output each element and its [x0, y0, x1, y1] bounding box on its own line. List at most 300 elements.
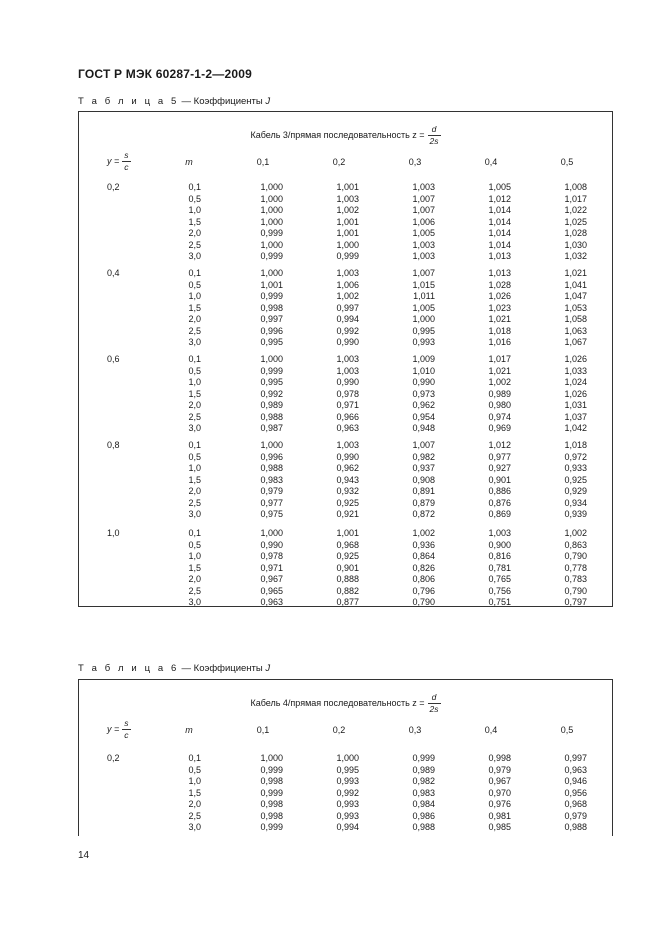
- table-cell: 1,000: [412, 314, 435, 324]
- table-cell: 1,000: [260, 182, 283, 192]
- table-cell: 0,999: [260, 228, 283, 238]
- table5-col-c5: [543, 440, 587, 521]
- table6-caption-prefix: Т а б л и ц а 6: [78, 663, 179, 674]
- table-cell: 1,063: [564, 325, 587, 336]
- table-cell: 0,921: [336, 509, 359, 519]
- table-cell: 1,028: [488, 279, 511, 290]
- table6-col-header-3: 0,3: [408, 725, 422, 735]
- table5-col-m: [169, 268, 201, 349]
- table-cell: 0,982: [412, 451, 435, 462]
- table-cell: 0,996: [260, 325, 283, 336]
- table-cell: 0,999: [260, 251, 283, 261]
- table-cell: 0,999: [260, 787, 283, 798]
- table-cell: 0,981: [488, 810, 511, 821]
- table-cell: 0,968: [564, 799, 587, 809]
- table-cell: 0,826: [412, 562, 435, 573]
- table-cell: 0,983: [260, 474, 283, 485]
- table-cell: 0,982: [412, 776, 435, 786]
- table-cell: 1,026: [564, 354, 587, 364]
- table-cell: 1,006: [336, 279, 359, 290]
- table5-y-num: s: [124, 150, 129, 160]
- table-cell: 0,967: [488, 776, 511, 786]
- table-cell: 0,963: [260, 597, 283, 607]
- table-cell: 1,0: [188, 463, 201, 473]
- table-cell: 1,0: [188, 551, 201, 561]
- table5-group-y-value: 0,8: [107, 440, 120, 450]
- table-cell: 0,992: [336, 787, 359, 798]
- table-cell: 0,943: [336, 474, 359, 485]
- table5-col-m: [169, 182, 201, 263]
- table-cell: 0,5: [188, 193, 201, 204]
- table-cell: 3,0: [188, 251, 201, 261]
- table-cell: 0,901: [488, 474, 511, 485]
- table-cell: 1,032: [564, 251, 587, 261]
- table-cell: 0,869: [488, 509, 511, 519]
- table-cell: 2,0: [188, 228, 201, 238]
- table5-col-header-1: 0,1: [256, 157, 270, 167]
- table-cell: 1,001: [336, 228, 359, 238]
- table5-caption-dash: — Коэффициенты: [178, 96, 266, 107]
- table6-col-c2: [315, 753, 359, 834]
- table-cell: 0,790: [564, 551, 587, 561]
- table-cell: 1,003: [336, 268, 359, 278]
- table-cell: 0,934: [564, 497, 587, 508]
- table5-col-c5: [543, 268, 587, 349]
- table-cell: 1,016: [488, 337, 511, 347]
- table5-head-text: Кабель 3/прямая последовательность z =: [250, 129, 425, 140]
- table-cell: 1,022: [564, 205, 587, 215]
- table5-group-y-value: 0,2: [107, 182, 120, 192]
- table-cell: 0,956: [564, 787, 587, 798]
- table5-group-y-value: 1,0: [107, 528, 120, 538]
- table-cell: 0,998: [260, 776, 283, 786]
- table-cell: 0,796: [412, 585, 435, 596]
- table-cell: 3,0: [188, 509, 201, 519]
- table-cell: 0,863: [564, 539, 587, 550]
- table-cell: 0,939: [564, 509, 587, 519]
- table-cell: 2,5: [188, 810, 201, 821]
- table-cell: 1,014: [488, 216, 511, 227]
- table5-y-label-text: y =: [107, 155, 120, 166]
- table-cell: 1,026: [488, 291, 511, 301]
- table5-col-c2: [315, 354, 359, 435]
- table-cell: 1,000: [260, 216, 283, 227]
- table5-col-c5: [543, 354, 587, 435]
- table-cell: 1,000: [260, 753, 283, 763]
- table-cell: 0,946: [564, 776, 587, 786]
- table-cell: 0,925: [564, 474, 587, 485]
- table5-col-c3: [391, 354, 435, 435]
- table-cell: 0,977: [260, 497, 283, 508]
- table5-caption-prefix: Т а б л и ц а 5: [78, 96, 179, 107]
- table-cell: 0,994: [336, 314, 359, 324]
- table-cell: 0,927: [488, 463, 511, 473]
- table-cell: 0,971: [260, 562, 283, 573]
- table-cell: 0,908: [412, 474, 435, 485]
- table-cell: 1,005: [488, 182, 511, 192]
- table-cell: 0,980: [488, 400, 511, 410]
- table5-col-c3: [391, 440, 435, 521]
- table5-col-m: [169, 440, 201, 521]
- table5-col-header-m: m: [185, 157, 193, 167]
- table-cell: 0,1: [188, 182, 201, 192]
- table-cell: 1,002: [564, 528, 587, 538]
- table-cell: 1,007: [412, 268, 435, 278]
- table6-frac-num: d: [428, 692, 441, 704]
- table-cell: 0,979: [260, 486, 283, 496]
- table-cell: 0,877: [336, 597, 359, 607]
- table-cell: 1,003: [412, 251, 435, 261]
- table-cell: 1,017: [488, 354, 511, 364]
- table-cell: 0,985: [488, 822, 511, 832]
- table-cell: 0,990: [260, 539, 283, 550]
- table-cell: 0,988: [412, 822, 435, 832]
- table-cell: 0,900: [488, 539, 511, 550]
- table6-col-m: [169, 753, 201, 834]
- table-cell: 0,929: [564, 486, 587, 496]
- table-cell: 1,058: [564, 314, 587, 324]
- table-cell: 1,000: [336, 753, 359, 763]
- table-cell: 0,5: [188, 365, 201, 376]
- table-cell: 0,988: [260, 411, 283, 422]
- table-cell: 1,024: [564, 377, 587, 387]
- table-cell: 0,5: [188, 539, 201, 550]
- table-cell: 0,806: [412, 574, 435, 584]
- table5-col-c4: [467, 354, 511, 435]
- table-cell: 0,972: [564, 451, 587, 462]
- table-cell: 0,998: [260, 799, 283, 809]
- table5-caption-var: J: [265, 96, 271, 107]
- table-cell: 1,007: [412, 440, 435, 450]
- table-cell: 0,992: [336, 325, 359, 336]
- table-cell: 0,979: [564, 810, 587, 821]
- table-cell: 0,925: [336, 497, 359, 508]
- table-cell: 1,005: [412, 302, 435, 313]
- table-cell: 1,5: [188, 216, 201, 227]
- table-cell: 1,047: [564, 291, 587, 301]
- table-cell: 0,948: [412, 423, 435, 433]
- table6-caption: [78, 663, 270, 674]
- table6-col-c1: [239, 753, 283, 834]
- table-cell: 1,018: [488, 325, 511, 336]
- table-cell: 0,5: [188, 451, 201, 462]
- table5-col-header-5: 0,5: [560, 157, 574, 167]
- table-cell: 0,999: [336, 251, 359, 261]
- table-cell: 0,989: [488, 388, 511, 399]
- table-cell: 1,005: [412, 228, 435, 238]
- table-cell: 0,971: [336, 400, 359, 410]
- table-cell: 0,962: [336, 463, 359, 473]
- table-cell: 2,5: [188, 239, 201, 250]
- table-cell: 2,0: [188, 574, 201, 584]
- table5-col-c2: [315, 440, 359, 521]
- table-cell: 1,5: [188, 302, 201, 313]
- table-cell: 0,992: [260, 388, 283, 399]
- table-cell: 1,5: [188, 474, 201, 485]
- table-cell: 0,797: [564, 597, 587, 607]
- table-cell: 1,002: [412, 528, 435, 538]
- table-cell: 0,888: [336, 574, 359, 584]
- table-cell: 0,975: [260, 509, 283, 519]
- table-cell: 2,5: [188, 497, 201, 508]
- table5-col-c1: [239, 528, 283, 609]
- table-cell: 1,030: [564, 239, 587, 250]
- table-cell: 1,003: [336, 354, 359, 364]
- table-cell: 1,025: [564, 216, 587, 227]
- table6-head-text: Кабель 4/прямая последовательность z =: [250, 697, 425, 708]
- table-cell: 1,0: [188, 205, 201, 215]
- table-cell: 1,002: [336, 205, 359, 215]
- table6-y-num: s: [124, 718, 129, 728]
- table6-caption-dash: — Коэффициенты: [178, 663, 266, 674]
- table5-col-header-3: 0,3: [408, 157, 422, 167]
- table-cell: 2,5: [188, 585, 201, 596]
- table-cell: 0,864: [412, 551, 435, 561]
- table-cell: 0,988: [564, 822, 587, 832]
- table-cell: 0,876: [488, 497, 511, 508]
- table-cell: 0,997: [564, 753, 587, 763]
- table6-col-header-2: 0,2: [332, 725, 346, 735]
- table-cell: 0,756: [488, 585, 511, 596]
- table-cell: 1,013: [488, 251, 511, 261]
- table5-col-c1: [239, 440, 283, 521]
- table6-y-label-text: y =: [107, 723, 120, 734]
- table-cell: 1,5: [188, 787, 201, 798]
- table-cell: 0,751: [488, 597, 511, 607]
- table-cell: 0,998: [488, 753, 511, 763]
- table-cell: 0,968: [336, 539, 359, 550]
- table5-group-y-value: 0,6: [107, 354, 120, 364]
- table-cell: 0,978: [336, 388, 359, 399]
- table-cell: 0,937: [412, 463, 435, 473]
- table-cell: 0,925: [336, 551, 359, 561]
- table-cell: 0,965: [260, 585, 283, 596]
- table-cell: 1,001: [336, 216, 359, 227]
- table-cell: 0,886: [488, 486, 511, 496]
- table5-frac-den: 2s: [429, 136, 439, 146]
- table-cell: 1,002: [488, 377, 511, 387]
- table-cell: 0,996: [260, 451, 283, 462]
- table-cell: 0,995: [260, 377, 283, 387]
- table5-col-c4: [467, 528, 511, 609]
- table-cell: 0,974: [488, 411, 511, 422]
- table6-y-den: c: [124, 730, 129, 740]
- table-cell: 1,003: [336, 365, 359, 376]
- table-cell: 0,999: [260, 291, 283, 301]
- table5-col-c4: [467, 182, 511, 263]
- table-cell: 1,013: [488, 268, 511, 278]
- table-cell: 0,998: [260, 810, 283, 821]
- table6-y-fraction: [122, 718, 130, 741]
- table5-col-c3: [391, 182, 435, 263]
- table-cell: 0,976: [488, 799, 511, 809]
- table-cell: 1,000: [260, 528, 283, 538]
- table-cell: 0,765: [488, 574, 511, 584]
- table-cell: 1,5: [188, 562, 201, 573]
- table-cell: 1,003: [412, 239, 435, 250]
- table-cell: 1,0: [188, 776, 201, 786]
- table-cell: 0,973: [412, 388, 435, 399]
- table-cell: 0,990: [336, 337, 359, 347]
- table-cell: 1,018: [564, 440, 587, 450]
- table5-col-m: [169, 354, 201, 435]
- table-cell: 0,999: [260, 764, 283, 775]
- table-cell: 3,0: [188, 597, 201, 607]
- table-cell: 1,012: [488, 440, 511, 450]
- table-cell: 0,781: [488, 562, 511, 573]
- table-cell: 1,042: [564, 423, 587, 433]
- table-cell: 1,007: [412, 205, 435, 215]
- table-cell: 0,988: [260, 463, 283, 473]
- table-cell: 0,783: [564, 574, 587, 584]
- table-cell: 0,1: [188, 268, 201, 278]
- table-cell: 2,0: [188, 400, 201, 410]
- table-cell: 1,5: [188, 388, 201, 399]
- table-cell: 0,5: [188, 279, 201, 290]
- table-cell: 1,014: [488, 228, 511, 238]
- table5-frac-num: d: [428, 124, 441, 136]
- table-cell: 1,017: [564, 193, 587, 204]
- table5-col-c3: [391, 528, 435, 609]
- table5-col-c5: [543, 528, 587, 609]
- table5-col-c1: [239, 268, 283, 349]
- page-number: 14: [78, 850, 90, 861]
- table6: [78, 679, 613, 836]
- table-cell: 1,012: [488, 193, 511, 204]
- table6-col-c3: [391, 753, 435, 834]
- table-cell: 0,989: [412, 764, 435, 775]
- table-cell: 0,995: [336, 764, 359, 775]
- table5-caption: [78, 96, 270, 107]
- table-cell: 1,053: [564, 302, 587, 313]
- table-cell: 0,993: [336, 810, 359, 821]
- table-cell: 1,021: [564, 268, 587, 278]
- table-cell: 1,009: [412, 354, 435, 364]
- table5-y-den: c: [124, 162, 129, 172]
- table-cell: 1,067: [564, 337, 587, 347]
- table6-head-title: [79, 692, 612, 715]
- table6-head-fraction: [428, 692, 441, 715]
- table6-group-y-value: 0,2: [107, 753, 120, 763]
- table6-frac-den: 2s: [429, 704, 439, 714]
- table-cell: 1,0: [188, 377, 201, 387]
- table6-col-header-1: 0,1: [256, 725, 270, 735]
- table-cell: 1,001: [336, 182, 359, 192]
- table-cell: 1,014: [488, 205, 511, 215]
- table-cell: 2,0: [188, 799, 201, 809]
- table5-head-title: [79, 124, 612, 147]
- table-cell: 2,0: [188, 314, 201, 324]
- table-cell: 1,041: [564, 279, 587, 290]
- table-cell: 1,010: [412, 365, 435, 376]
- table-cell: 1,006: [412, 216, 435, 227]
- table-cell: 0,954: [412, 411, 435, 422]
- table-cell: 0,963: [336, 423, 359, 433]
- table5-col-c1: [239, 182, 283, 263]
- table-cell: 0,997: [336, 302, 359, 313]
- table-cell: 2,0: [188, 486, 201, 496]
- table-cell: 0,995: [412, 325, 435, 336]
- table-cell: 0,879: [412, 497, 435, 508]
- table-cell: 1,021: [488, 365, 511, 376]
- table-cell: 0,882: [336, 585, 359, 596]
- table-cell: 1,015: [412, 279, 435, 290]
- table-cell: 1,011: [413, 291, 435, 301]
- table5-y-fraction: [122, 150, 130, 173]
- table-cell: 0,979: [488, 764, 511, 775]
- table-cell: 0,1: [188, 354, 201, 364]
- table-cell: 0,989: [260, 400, 283, 410]
- table-cell: 1,031: [564, 400, 587, 410]
- table-cell: 0,993: [412, 337, 435, 347]
- table-cell: 0,993: [336, 799, 359, 809]
- table-cell: 0,998: [260, 302, 283, 313]
- table5-col-c4: [467, 440, 511, 521]
- table5-col-c2: [315, 268, 359, 349]
- table-cell: 3,0: [188, 337, 201, 347]
- table-cell: 0,963: [564, 764, 587, 775]
- table-cell: 0,990: [336, 451, 359, 462]
- table-cell: 0,936: [412, 539, 435, 550]
- table-cell: 1,003: [488, 528, 511, 538]
- table-cell: 0,966: [336, 411, 359, 422]
- table-cell: 1,003: [336, 193, 359, 204]
- table-cell: 1,000: [260, 440, 283, 450]
- table-cell: 1,000: [260, 354, 283, 364]
- table5-col-header-2: 0,2: [332, 157, 346, 167]
- table-cell: 2,5: [188, 411, 201, 422]
- table-cell: 1,002: [336, 291, 359, 301]
- table-cell: 0,999: [412, 753, 435, 763]
- table-cell: 1,023: [488, 302, 511, 313]
- table-cell: 1,021: [488, 314, 511, 324]
- table-cell: 0,970: [488, 787, 511, 798]
- table-cell: 0,962: [412, 400, 435, 410]
- table-cell: 0,990: [336, 377, 359, 387]
- table-cell: 0,984: [412, 799, 435, 809]
- table-cell: 0,967: [260, 574, 283, 584]
- table-cell: 1,000: [336, 239, 359, 250]
- table-cell: 1,000: [260, 268, 283, 278]
- table-cell: 1,000: [260, 193, 283, 204]
- table-cell: 1,037: [564, 411, 587, 422]
- table5-col-c1: [239, 354, 283, 435]
- table-cell: 0,987: [260, 423, 283, 433]
- table-cell: 0,891: [412, 486, 435, 496]
- document-title: ГОСТ Р МЭК 60287-1-2—2009: [78, 67, 252, 81]
- table5-col-c2: [315, 182, 359, 263]
- table-cell: 0,1: [188, 440, 201, 450]
- table-cell: 0,790: [412, 597, 435, 607]
- table5-col-c2: [315, 528, 359, 609]
- table-cell: 0,993: [336, 776, 359, 786]
- table-cell: 0,995: [260, 337, 283, 347]
- table-cell: 1,026: [564, 388, 587, 399]
- table-cell: 0,977: [488, 451, 511, 462]
- table-cell: 1,0: [188, 291, 201, 301]
- table-cell: 0,872: [412, 509, 435, 519]
- table5-col-c4: [467, 268, 511, 349]
- table-cell: 0,983: [412, 787, 435, 798]
- table6-col-c5: [543, 753, 587, 834]
- table-cell: 0,901: [336, 562, 359, 573]
- table5-group-y-value: 0,4: [107, 268, 120, 278]
- table-cell: 0,999: [260, 365, 283, 376]
- table-cell: 0,999: [260, 822, 283, 832]
- table6-caption-var: J: [265, 663, 271, 674]
- table-cell: 1,001: [260, 279, 283, 290]
- table-cell: 1,007: [412, 193, 435, 204]
